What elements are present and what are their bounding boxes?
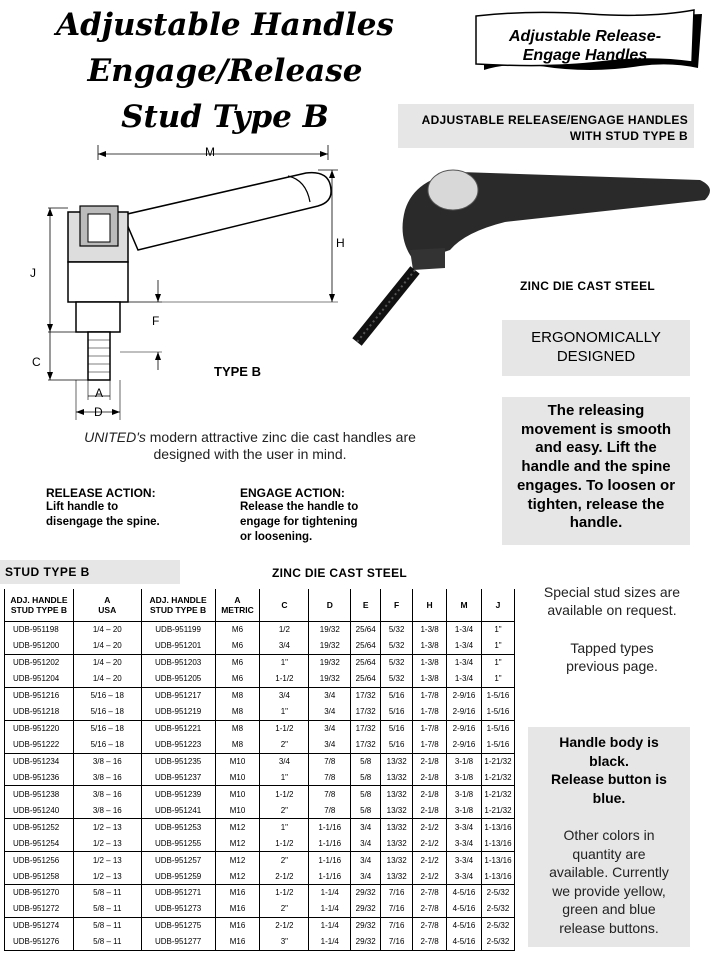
table-cell: 29/32: [351, 934, 381, 950]
table-cell: 2-7/8: [413, 885, 447, 901]
table-cell: UDB-951239: [141, 786, 215, 802]
table-cell: 1": [481, 622, 514, 638]
table-cell: 1-5/16: [481, 720, 514, 736]
table-cell: 2-5/32: [481, 917, 514, 933]
table-cell: 5/16: [381, 704, 413, 720]
table-cell: UDB-951256: [5, 852, 74, 868]
table-cell: 13/32: [381, 835, 413, 851]
table-row: [5, 802, 515, 818]
col-header: M: [447, 589, 482, 622]
table-cell: 3": [260, 934, 309, 950]
table-cell: 1-1/16: [309, 835, 351, 851]
table-cell: 1-3/4: [447, 654, 482, 670]
table-cell: 1-1/4: [309, 917, 351, 933]
table-cell: 17/32: [351, 704, 381, 720]
table-cell: 1": [481, 671, 514, 687]
table-cell: 1-3/4: [447, 638, 482, 654]
table-cell: 3/4: [260, 638, 309, 654]
table-cell: 1-1/4: [309, 934, 351, 950]
table-row: [5, 704, 515, 720]
header-right-box: ADJUSTABLE RELEASE/ENGAGE HANDLES WITH STUD TYPE B: [398, 104, 694, 148]
table-cell: 2": [260, 737, 309, 753]
table-cell: 2-1/2: [413, 835, 447, 851]
table-cell: 1-1/2: [260, 786, 309, 802]
table-cell: 5/8: [351, 753, 381, 769]
table-cell: UDB-951237: [141, 769, 215, 785]
table-row: [5, 687, 515, 703]
table-cell: 7/8: [309, 753, 351, 769]
table-row: [5, 835, 515, 851]
table-cell: 3-1/8: [447, 753, 482, 769]
table-cell: UDB-951275: [141, 917, 215, 933]
table-cell: 2": [260, 852, 309, 868]
table-cell: UDB-951198: [5, 622, 74, 638]
table-cell: 7/8: [309, 786, 351, 802]
table-row: [5, 819, 515, 835]
table-cell: 5/16 – 18: [73, 687, 141, 703]
col-header: ADJ. HANDLE STUD TYPE B: [5, 589, 74, 622]
table-cell: 1-3/8: [413, 671, 447, 687]
table-cell: 1-7/8: [413, 737, 447, 753]
table-cell: 5/16 – 18: [73, 720, 141, 736]
table-cell: M6: [215, 622, 260, 638]
table-cell: 3-3/4: [447, 852, 482, 868]
table-cell: 2-9/16: [447, 720, 482, 736]
table-cell: 1-7/8: [413, 687, 447, 703]
table-cell: 3/8 – 16: [73, 786, 141, 802]
table-cell: 1-1/4: [309, 885, 351, 901]
table-cell: 2-1/2: [260, 868, 309, 884]
table-cell: M16: [215, 917, 260, 933]
release-info-box: The releasing movement is smooth and easy. Lift the handle and the spine engages. To loosen or tighten, release the handle.: [502, 397, 690, 545]
table-cell: 1/2 – 13: [73, 819, 141, 835]
table-cell: 5/16 – 18: [73, 704, 141, 720]
table-cell: 4-5/16: [447, 917, 482, 933]
table-row: [5, 852, 515, 868]
table-cell: 1": [481, 654, 514, 670]
col-header: H: [413, 589, 447, 622]
table-cell: 2-7/8: [413, 901, 447, 917]
table-cell: UDB-951202: [5, 654, 74, 670]
table-cell: 13/32: [381, 769, 413, 785]
table-cell: 1/2 – 13: [73, 868, 141, 884]
table-cell: 1/4 – 20: [73, 654, 141, 670]
table-row: [5, 769, 515, 785]
table-cell: UDB-951276: [5, 934, 74, 950]
table-cell: 25/64: [351, 654, 381, 670]
table-cell: 1-1/2: [260, 720, 309, 736]
table-cell: M8: [215, 687, 260, 703]
table-cell: 1-3/8: [413, 654, 447, 670]
dim-label-j: J: [30, 266, 36, 280]
table-cell: 25/64: [351, 638, 381, 654]
table-cell: 1-21/32: [481, 802, 514, 818]
table-cell: 2-1/8: [413, 769, 447, 785]
table-cell: 1-13/16: [481, 819, 514, 835]
table-cell: 1-3/8: [413, 622, 447, 638]
table-cell: 3/4: [351, 819, 381, 835]
table-cell: M10: [215, 769, 260, 785]
table-cell: M12: [215, 819, 260, 835]
table-cell: 3/4: [309, 720, 351, 736]
table-cell: 29/32: [351, 917, 381, 933]
table-cell: M10: [215, 786, 260, 802]
engage-action: ENGAGE ACTION: Release the handle to engage for tightening or loosening.: [240, 486, 359, 543]
table-cell: 1/2 – 13: [73, 852, 141, 868]
table-cell: M8: [215, 704, 260, 720]
table-row: [5, 753, 515, 769]
dim-label-a: A: [95, 386, 104, 400]
table-material-header: ZINC DIE CAST STEEL: [272, 566, 408, 580]
table-row: [5, 671, 515, 687]
table-cell: 2-1/2: [260, 917, 309, 933]
dim-label-h: H: [336, 236, 345, 250]
table-cell: 2": [260, 802, 309, 818]
table-cell: M16: [215, 885, 260, 901]
table-stud-type-header: STUD TYPE B: [0, 560, 180, 584]
table-cell: 1-3/4: [447, 622, 482, 638]
table-cell: 3-1/8: [447, 769, 482, 785]
table-cell: 2-1/8: [413, 802, 447, 818]
table-cell: 3/4: [309, 687, 351, 703]
table-cell: 1-13/16: [481, 852, 514, 868]
table-cell: 1-1/16: [309, 868, 351, 884]
table-cell: 25/64: [351, 622, 381, 638]
table-cell: M16: [215, 934, 260, 950]
table-cell: 1": [260, 704, 309, 720]
table-cell: UDB-951221: [141, 720, 215, 736]
col-header: A METRIC: [215, 589, 260, 622]
table-cell: UDB-951218: [5, 704, 74, 720]
table-cell: UDB-951204: [5, 671, 74, 687]
table-cell: 7/16: [381, 917, 413, 933]
table-cell: M10: [215, 753, 260, 769]
table-cell: 2-1/2: [413, 852, 447, 868]
table-cell: 5/8 – 11: [73, 885, 141, 901]
table-cell: 1-5/16: [481, 737, 514, 753]
dim-label-d: D: [94, 405, 103, 419]
page-title-line3: Stud Type B: [121, 99, 329, 135]
table-cell: 2-1/8: [413, 753, 447, 769]
table-cell: 19/32: [309, 622, 351, 638]
table-row: [5, 868, 515, 884]
color-info-box: Handle body is black. Release button is blue. Other colors in quantity are available. Currently we provide yellow, green and blue release buttons.: [528, 727, 690, 947]
type-b-label: TYPE B: [214, 364, 261, 379]
table-cell: 1/4 – 20: [73, 622, 141, 638]
table-cell: UDB-951257: [141, 852, 215, 868]
table-cell: 2-9/16: [447, 687, 482, 703]
table-cell: 1-1/2: [260, 835, 309, 851]
ergonomic-box: ERGONOMICALLY DESIGNED: [502, 320, 690, 376]
table-cell: 1/2 – 13: [73, 835, 141, 851]
table-row: [5, 786, 515, 802]
table-cell: 13/32: [381, 868, 413, 884]
table-cell: 5/32: [381, 638, 413, 654]
table-cell: 3/4: [309, 737, 351, 753]
col-header: ADJ. HANDLE STUD TYPE B: [141, 589, 215, 622]
table-cell: UDB-951274: [5, 917, 74, 933]
table-cell: UDB-951273: [141, 901, 215, 917]
table-cell: 1-21/32: [481, 786, 514, 802]
table-cell: 3/4: [260, 687, 309, 703]
table-cell: UDB-951258: [5, 868, 74, 884]
table-cell: UDB-951259: [141, 868, 215, 884]
table-cell: UDB-951241: [141, 802, 215, 818]
table-cell: 4-5/16: [447, 901, 482, 917]
table-cell: M16: [215, 901, 260, 917]
table-cell: UDB-951219: [141, 704, 215, 720]
table-cell: 1/4 – 20: [73, 638, 141, 654]
table-cell: 4-5/16: [447, 934, 482, 950]
table-row: [5, 917, 515, 933]
table-cell: M12: [215, 868, 260, 884]
table-cell: 5/8 – 11: [73, 934, 141, 950]
table-cell: 1/4 – 20: [73, 671, 141, 687]
table-cell: 1-1/2: [260, 885, 309, 901]
table-cell: UDB-951238: [5, 786, 74, 802]
table-cell: 3/8 – 16: [73, 802, 141, 818]
page-title-line1: Adjustable Handles: [56, 7, 394, 43]
table-row: [5, 934, 515, 950]
table-cell: 29/32: [351, 885, 381, 901]
table-cell: 1-21/32: [481, 769, 514, 785]
table-row: [5, 654, 515, 670]
table-cell: 5/16: [381, 720, 413, 736]
table-cell: UDB-951201: [141, 638, 215, 654]
table-cell: M6: [215, 654, 260, 670]
table-cell: 1-13/16: [481, 868, 514, 884]
table-cell: M12: [215, 835, 260, 851]
table-cell: M10: [215, 802, 260, 818]
dimension-diagram: [28, 140, 368, 430]
table-cell: 2-5/32: [481, 934, 514, 950]
table-cell: UDB-951203: [141, 654, 215, 670]
table-cell: 3-1/8: [447, 786, 482, 802]
table-cell: 3-3/4: [447, 868, 482, 884]
table-cell: 5/16 – 18: [73, 737, 141, 753]
table-cell: 5/8 – 11: [73, 901, 141, 917]
table-cell: UDB-951254: [5, 835, 74, 851]
table-cell: 2-9/16: [447, 737, 482, 753]
table-cell: 13/32: [381, 852, 413, 868]
table-cell: UDB-951199: [141, 622, 215, 638]
banner-text: Adjustable Release- Engage Handles: [508, 28, 662, 64]
table-cell: 3-3/4: [447, 835, 482, 851]
spec-table: [4, 589, 515, 951]
table-cell: 5/8 – 11: [73, 917, 141, 933]
page-title-line2: Engage/Release: [87, 53, 363, 89]
table-cell: 1": [481, 638, 514, 654]
table-row: [5, 737, 515, 753]
table-cell: UDB-951205: [141, 671, 215, 687]
table-cell: 1": [260, 819, 309, 835]
dim-label-f: F: [152, 314, 160, 328]
table-row: [5, 885, 515, 901]
table-row: [5, 720, 515, 736]
intro-text: UNITED's modern attractive zinc die cast handles are designed with the user in mind.: [84, 429, 416, 462]
table-cell: 19/32: [309, 638, 351, 654]
table-cell: UDB-951216: [5, 687, 74, 703]
table-cell: 17/32: [351, 687, 381, 703]
table-cell: UDB-951277: [141, 934, 215, 950]
table-cell: 17/32: [351, 720, 381, 736]
dim-label-m: M: [205, 145, 215, 159]
table-cell: 2-1/8: [413, 786, 447, 802]
table-cell: 25/64: [351, 671, 381, 687]
table-cell: 5/32: [381, 671, 413, 687]
table-cell: 2-7/8: [413, 917, 447, 933]
table-cell: UDB-951252: [5, 819, 74, 835]
release-action: RELEASE ACTION: Lift handle to disengage the spine.: [46, 486, 160, 528]
table-cell: 3/4: [260, 753, 309, 769]
table-cell: 3/4: [351, 852, 381, 868]
table-cell: 7/16: [381, 885, 413, 901]
table-cell: 1-21/32: [481, 753, 514, 769]
table-cell: 3/8 – 16: [73, 769, 141, 785]
table-cell: 1-7/8: [413, 704, 447, 720]
table-cell: UDB-951253: [141, 819, 215, 835]
table-cell: UDB-951236: [5, 769, 74, 785]
tapped-types-note: Tapped types previous page.: [566, 640, 658, 674]
table-cell: 2-5/32: [481, 901, 514, 917]
table-cell: 7/8: [309, 769, 351, 785]
table-cell: 19/32: [309, 654, 351, 670]
table-cell: 5/16: [381, 687, 413, 703]
table-cell: UDB-951255: [141, 835, 215, 851]
table-cell: M8: [215, 737, 260, 753]
table-cell: 1-7/8: [413, 720, 447, 736]
table-cell: 1/2: [260, 622, 309, 638]
table-cell: UDB-951220: [5, 720, 74, 736]
table-row: [5, 638, 515, 654]
table-cell: 5/8: [351, 802, 381, 818]
table-cell: 3-3/4: [447, 819, 482, 835]
table-cell: 13/32: [381, 819, 413, 835]
table-cell: 1-5/16: [481, 687, 514, 703]
table-cell: 29/32: [351, 901, 381, 917]
table-cell: 3/4: [309, 704, 351, 720]
table-cell: 2-1/2: [413, 819, 447, 835]
table-cell: 1-1/2: [260, 671, 309, 687]
table-cell: 1-1/4: [309, 901, 351, 917]
col-header: A USA: [73, 589, 141, 622]
table-cell: M12: [215, 852, 260, 868]
table-cell: 5/32: [381, 654, 413, 670]
table-header-row: [5, 589, 515, 622]
table-cell: 1": [260, 654, 309, 670]
table-cell: 2-7/8: [413, 934, 447, 950]
table-cell: 5/32: [381, 622, 413, 638]
col-header: F: [381, 589, 413, 622]
table-cell: 5/8: [351, 786, 381, 802]
col-header: J: [481, 589, 514, 622]
table-cell: UDB-951240: [5, 802, 74, 818]
table-cell: M8: [215, 720, 260, 736]
table-cell: 13/32: [381, 802, 413, 818]
col-header: E: [351, 589, 381, 622]
table-row: [5, 622, 515, 638]
table-cell: 1-13/16: [481, 835, 514, 851]
photo-caption: ZINC DIE CAST STEEL: [520, 279, 656, 293]
table-cell: 17/32: [351, 737, 381, 753]
table-cell: UDB-951222: [5, 737, 74, 753]
table-cell: 2": [260, 901, 309, 917]
table-cell: M6: [215, 671, 260, 687]
table-cell: UDB-951235: [141, 753, 215, 769]
table-cell: 13/32: [381, 753, 413, 769]
table-cell: 2-1/2: [413, 868, 447, 884]
col-header: D: [309, 589, 351, 622]
table-cell: 5/16: [381, 737, 413, 753]
table-cell: 7/16: [381, 901, 413, 917]
table-cell: 1-3/4: [447, 671, 482, 687]
table-cell: 3/8 – 16: [73, 753, 141, 769]
table-cell: 7/8: [309, 802, 351, 818]
table-cell: UDB-951272: [5, 901, 74, 917]
col-header: C: [260, 589, 309, 622]
table-cell: 3/4: [351, 835, 381, 851]
table-cell: 2-9/16: [447, 704, 482, 720]
table-cell: UDB-951223: [141, 737, 215, 753]
table-cell: 1-1/16: [309, 852, 351, 868]
table-cell: UDB-951200: [5, 638, 74, 654]
table-cell: 5/8: [351, 769, 381, 785]
table-cell: UDB-951271: [141, 885, 215, 901]
table-cell: UDB-951270: [5, 885, 74, 901]
table-cell: 1-1/16: [309, 819, 351, 835]
table-cell: 1-5/16: [481, 704, 514, 720]
table-cell: 7/16: [381, 934, 413, 950]
table-cell: 13/32: [381, 786, 413, 802]
table-cell: 19/32: [309, 671, 351, 687]
table-cell: 1-3/8: [413, 638, 447, 654]
table-cell: 1": [260, 769, 309, 785]
table-cell: 3/4: [351, 868, 381, 884]
table-cell: 4-5/16: [447, 885, 482, 901]
table-row: [5, 901, 515, 917]
special-sizes-note: Special stud sizes are available on request.: [543, 584, 681, 618]
table-cell: UDB-951234: [5, 753, 74, 769]
table-cell: 2-5/32: [481, 885, 514, 901]
dim-label-c: C: [32, 355, 41, 369]
table-cell: M6: [215, 638, 260, 654]
table-cell: 3-1/8: [447, 802, 482, 818]
table-cell: UDB-951217: [141, 687, 215, 703]
